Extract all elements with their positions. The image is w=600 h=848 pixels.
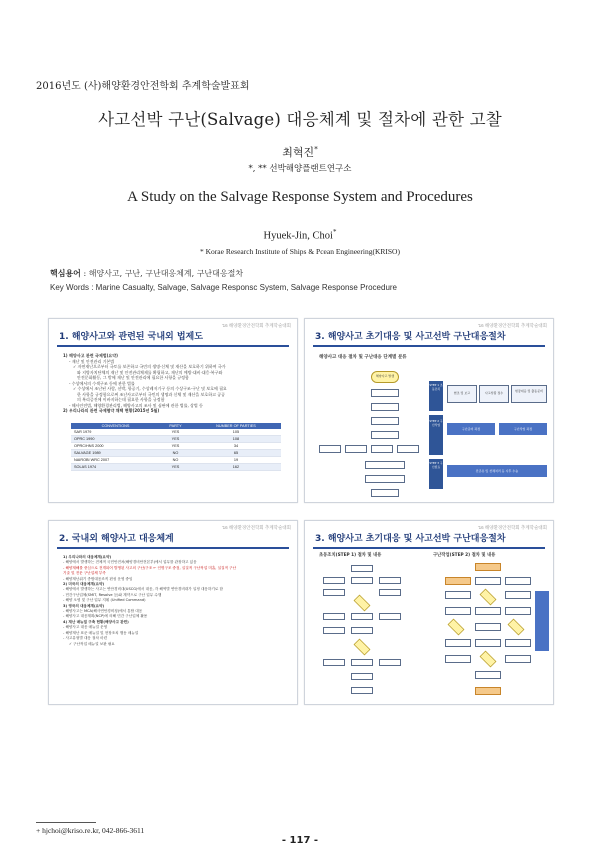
slide-body xyxy=(63,353,293,414)
flow-box xyxy=(371,389,399,397)
table-cell: 65 xyxy=(191,450,281,457)
slide-body xyxy=(63,555,295,647)
body-line: - 해양사고 대응계획(NCP)에 의해 민간 구난업체 활용 xyxy=(63,614,148,619)
slide-title-underline xyxy=(57,345,289,347)
flow-box xyxy=(475,671,501,679)
author-english-name: Hyuek-Jin, Choi xyxy=(263,230,333,242)
flow-decision xyxy=(480,589,497,606)
table-cell: OPRC/HNS 2000 xyxy=(71,443,160,450)
flow-box xyxy=(371,445,393,453)
flow-box xyxy=(351,613,373,620)
flow-decision xyxy=(354,595,371,612)
flow-box xyxy=(371,417,399,425)
body-line: - 해양에서 발생하는 사고는 연안경비대(USCG)에서 대응, 각 해역별 연안경비대가 일정 대응하기로 함 xyxy=(63,587,223,592)
body-line: 한 사항을 규정함으로써 조난사고로부터 국민의 생명과 신체 및 재산을 보호하고 공공 xyxy=(77,391,225,397)
flow-box xyxy=(323,627,345,634)
flow-box xyxy=(323,659,345,666)
slide-title-underline xyxy=(57,547,289,549)
slide-title-underline xyxy=(313,547,545,549)
flow-box xyxy=(445,639,471,647)
body-line: - 해양재해를 중심으로 전개되어 발생된 사고의 구난/구조 ← 인명구조 중점, 실질적 구난작업 미흡, 실질적 구난 xyxy=(63,565,237,570)
body-line: - 해양재난위기 종합대응조직 편성 운영 중임 xyxy=(63,576,133,581)
author-english xyxy=(0,228,600,242)
table-cell: OPRC 1990 xyxy=(71,436,160,443)
conventions-table xyxy=(71,423,281,471)
flow-box xyxy=(351,565,373,572)
table-cell: SOLAS 1974 xyxy=(71,464,160,471)
footnote-email: + hjchoi@kriso.re.kr, 042-866-3611 xyxy=(36,826,145,835)
slide-title: 1. 해양사고와 관련된 국내외 법제도 xyxy=(59,332,203,342)
flow-box xyxy=(351,673,373,680)
table-row xyxy=(71,457,281,464)
table-header: CONVENTIONS xyxy=(71,423,160,429)
flow-box xyxy=(323,613,345,620)
flow-box xyxy=(371,489,399,497)
author-english-mark: * xyxy=(332,228,337,236)
table-row xyxy=(71,436,281,443)
flow-box xyxy=(379,613,401,620)
stage-label: 잔존유 및 선체처리 등 사후 수습 xyxy=(475,469,519,473)
keywords-korean-label: 핵심용어 xyxy=(50,268,81,278)
flow-box xyxy=(475,577,501,585)
flow-decision xyxy=(448,619,465,636)
flow-box xyxy=(379,589,401,596)
slide-salvage-procedures xyxy=(304,520,554,705)
body-line: 안전문화활동, 그 밖에 재난 및 안전관리에 필요한 사항을 규정함 xyxy=(77,375,189,380)
slide-tag: '16 해양환경안전학회 추계학술대회 xyxy=(221,323,291,328)
flow-box xyxy=(475,607,501,615)
body-line: 의 복리증진에 이바지하는데 필요한 사항을 규정함 xyxy=(77,397,165,402)
body-line: 와 지방자치단체의 재난 및 안전관리체제를 확립하고, 재난의 예방·대비·대응·복구와 xyxy=(77,369,223,375)
body-line: - 수상에서의 수색구조 등에 관한 법률 xyxy=(69,380,135,386)
table-row xyxy=(71,450,281,457)
flow-box xyxy=(445,591,471,599)
flow-box xyxy=(505,639,531,647)
flow-box xyxy=(475,623,501,631)
page-number: - 117 - xyxy=(281,835,319,846)
table-cell: NO xyxy=(160,450,191,457)
author-korean-mark: * xyxy=(314,145,318,154)
flow-box xyxy=(351,627,373,634)
flow-box xyxy=(345,445,367,453)
stage-label: 협조 및 보고 xyxy=(453,391,471,395)
body-line: - 해양재난 표준 매뉴얼 및 현장조치 행동 매뉴얼 xyxy=(63,630,139,635)
slide-response-stages xyxy=(304,318,554,503)
table-cell: NO xyxy=(160,457,191,464)
step3-label: STEP 3 구난종료 xyxy=(429,461,443,469)
table-cell: SALVAGE 1989 xyxy=(71,450,160,457)
slide-tag: '16 해양환경안전학회 추계학술대회 xyxy=(221,525,291,530)
flow-box xyxy=(351,577,373,584)
step1-label: STEP 1 초동조치 xyxy=(429,383,443,391)
slide-title: 3. 해양사고 초기대응 및 사고선박 구난대응절차 xyxy=(315,332,506,342)
flow-decision xyxy=(508,619,525,636)
table-cell: YES xyxy=(160,436,191,443)
body-line: 2) 우리나라의 관련 국제협약 채택 현황(2015년 5월) xyxy=(63,408,160,413)
flow-decision xyxy=(354,639,371,656)
slide-response-systems xyxy=(48,520,298,705)
body-line: 4) 재난 매뉴얼 구축 현황(해양사고 관련) xyxy=(63,619,129,624)
flow-decision xyxy=(480,651,497,668)
table-cell: 19 xyxy=(191,457,281,464)
flow-box xyxy=(505,591,531,599)
table-cell: SAR 1979 xyxy=(71,429,160,436)
flow-box xyxy=(397,445,419,453)
body-line: ✓ 자연재난으로부터 국토를 보존하고 국민의 생명·신체 및 재산을 보호하기 위하여 국가 xyxy=(73,364,226,369)
body-line: - 해양사고는 MCA(해사연안경비청)에서 통합 대응 xyxy=(63,609,143,614)
body-line: - 해양사고 대응 매뉴얼 운영 xyxy=(63,625,108,630)
table-cell: NAIROBI WRC 2007 xyxy=(71,457,160,464)
slide-tag: '16 해양환경안전학회 추계학술대회 xyxy=(477,323,547,328)
affiliation-english: * Korae Research Institute of Ships & Pcean Engineering(KRISO) xyxy=(200,247,400,256)
flow-box xyxy=(475,639,501,647)
slide-title-underline xyxy=(313,345,545,347)
keywords-korean xyxy=(50,268,243,279)
table-cell: 162 xyxy=(191,464,281,471)
flow-box xyxy=(379,577,401,584)
flow-box xyxy=(445,607,471,615)
keywords-english xyxy=(50,283,397,292)
body-line: 1) 해양사고 관련 국제법(요약) xyxy=(63,353,118,358)
flow-box-orange xyxy=(445,577,471,585)
flow-box xyxy=(351,659,373,666)
slide-legal-framework xyxy=(48,318,298,503)
stage-label: 현장대응 및 출동준비 xyxy=(515,389,543,393)
stage-label: 사고상황 접수 xyxy=(484,391,504,395)
flow-box xyxy=(505,655,531,663)
paper-title-korean: 사고선박 구난(Salvage) 대응체계 및 절차에 관한 고찰 xyxy=(98,110,502,129)
table-cell: YES xyxy=(160,443,191,450)
flow-box xyxy=(365,461,405,469)
body-line: 1) 우리나라의 대응체계(요약) xyxy=(63,555,112,559)
body-line: - 해사안전법, 해양환경관리법, 해양사고의 조사 및 심판에 관한 법률, 상법 등 xyxy=(69,402,203,408)
body-line: - 재난 및 안전관리 기본법 xyxy=(69,358,115,364)
table-cell: YES xyxy=(160,464,191,471)
body-line: - 해양 오염 및 구난 업무 지휘 (Unified Command) xyxy=(63,598,146,603)
flow-box xyxy=(365,475,405,483)
keywords-english-label: Key Words xyxy=(50,283,89,292)
table-cell: 108 xyxy=(191,436,281,443)
body-line: 3) 영국의 대응체계(요약) xyxy=(63,603,105,608)
flow-box-orange xyxy=(475,687,501,695)
stage-label: 구난준비 과정 xyxy=(461,427,481,431)
step2-label: STEP 2 구난작업 xyxy=(429,419,443,427)
flow-box xyxy=(351,687,373,694)
flow-box xyxy=(445,655,471,663)
paper-title-english: A Study on the Salvage Response System and Procedures xyxy=(127,189,473,205)
flow-box xyxy=(505,607,531,615)
table-cell: 34 xyxy=(191,443,281,450)
flow-box xyxy=(505,577,531,585)
author-korean-name: 최혁진 xyxy=(282,146,315,159)
body-line: ✓ 수상에서 조난된 사람, 선박, 항공기, 수상레저기구 등의 수상구조·구난 및 보호에 필요 xyxy=(73,386,227,391)
flow-box xyxy=(323,577,345,584)
flow-box xyxy=(323,589,345,596)
flow-label: 해양사고 발생 xyxy=(375,374,395,378)
slide-subtitle-left: 초동조치(STEP 1) 절차 및 내용 xyxy=(319,553,382,558)
flow-box-orange xyxy=(475,563,501,571)
slide-subtitle: 해양사고 대응 절차 및 구난대응 단계별 분류 xyxy=(319,355,407,360)
flow-box xyxy=(371,431,399,439)
author-korean xyxy=(0,144,600,160)
slide-tag: '16 해양환경안전학회 추계학술대회 xyxy=(477,525,547,530)
affiliation-korean: *, ** 선박해양플랜트연구소 xyxy=(248,164,352,174)
body-line: - 해양에서 발생하는 전체적 국민안전처(해양경비안전본부)에서 업무를 관장하고 있음 xyxy=(63,560,197,565)
flow-box xyxy=(379,659,401,666)
table-row xyxy=(71,464,281,471)
slide-subtitle-right: 구난작업(STEP 2) 절차 및 내용 xyxy=(433,553,496,558)
slide-title: 2. 국내외 해양사고 대응체계 xyxy=(59,534,174,544)
table-cell: 105 xyxy=(191,429,281,436)
table-cell: YES xyxy=(160,429,191,436)
table-header: NUMBER OF PARTIES xyxy=(191,423,281,429)
body-line: - 사고유형별 대응 절차 마련 xyxy=(63,636,108,641)
body-line: 기술 및 전문 구난업체 부족 xyxy=(63,571,106,576)
flow-box xyxy=(371,403,399,411)
keywords-english-text: : Marine Casualty, Salvage, Salvage Responsc System, Salvage Response Procedure xyxy=(91,283,398,292)
conference-header: 2016년도 (사)해양환경안전학회 추계학술발표회 xyxy=(36,81,250,92)
flow-side-bar xyxy=(535,591,549,651)
table-header: PARTY xyxy=(160,423,191,429)
stage-label: 구난작업 과정 xyxy=(513,427,533,431)
slide-title: 3. 해양사고 초기대응 및 사고선박 구난대응절차 xyxy=(315,534,506,544)
footnote-divider xyxy=(36,822,96,823)
keywords-korean-text: : 해양사고, 구난, 구난대응체계, 구난대응절차 xyxy=(83,269,244,278)
body-line: 2) 미국의 대응체계(요약) xyxy=(63,582,105,587)
flow-box xyxy=(319,445,341,453)
body-line: ✓ 구난작업 매뉴얼 보완 필요 xyxy=(69,641,115,646)
table-row xyxy=(71,443,281,450)
body-line: - 민간구난업체(SMIT, Resolve 등)와 계약으로 구난 업무 수행 xyxy=(63,592,162,597)
